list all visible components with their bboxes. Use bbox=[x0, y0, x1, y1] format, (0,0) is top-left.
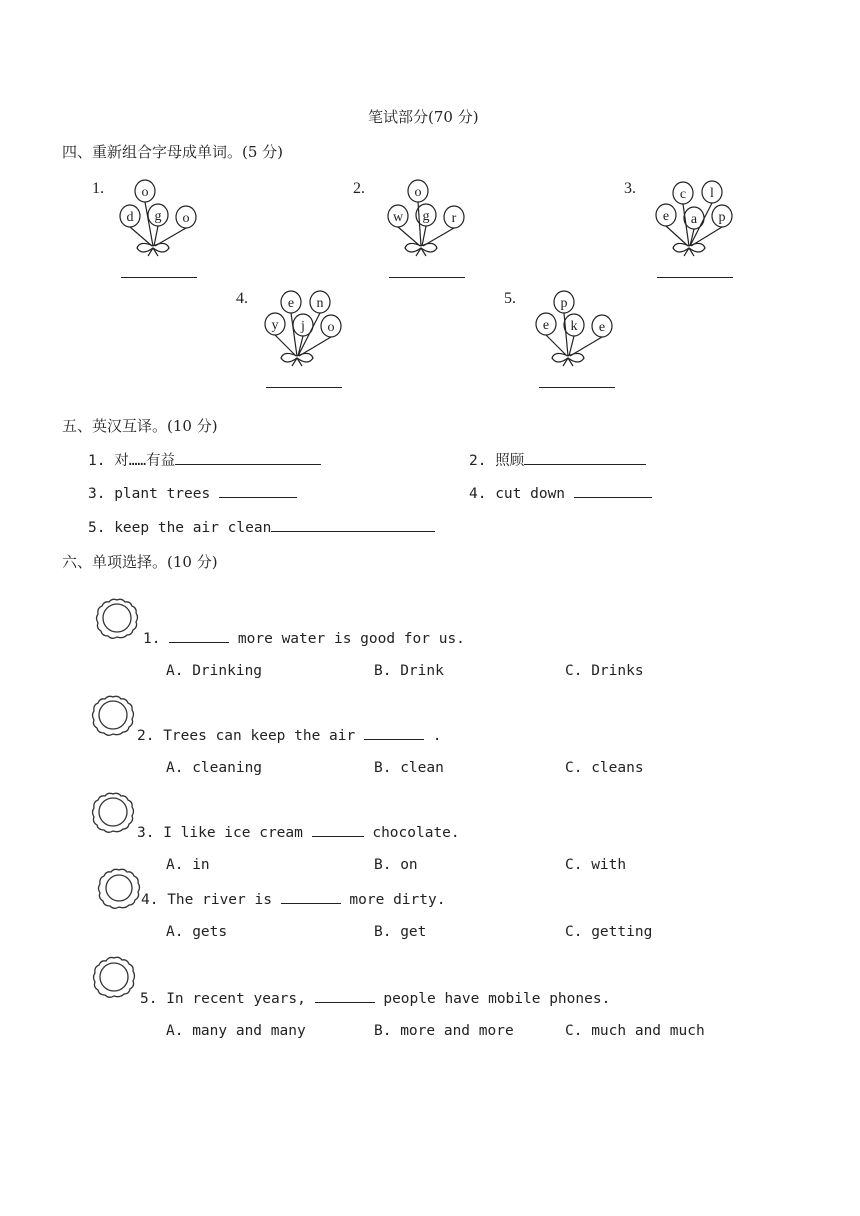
question-5 bbox=[140, 989, 610, 1007]
question-3 bbox=[137, 823, 460, 841]
question-post: more water is good for us. bbox=[229, 631, 465, 647]
answer-blank[interactable] bbox=[364, 726, 424, 740]
answer-blank[interactable] bbox=[281, 890, 341, 904]
item-number: 5. bbox=[504, 290, 516, 307]
answer-line[interactable] bbox=[266, 387, 342, 388]
flower-icon bbox=[97, 867, 141, 911]
balloon-bunch-4 bbox=[256, 288, 346, 368]
question-2 bbox=[137, 726, 441, 744]
letter: c bbox=[679, 187, 687, 202]
option-a[interactable]: A. cleaning bbox=[166, 760, 263, 776]
answer-blank[interactable] bbox=[271, 517, 435, 532]
option-b[interactable]: B. clean bbox=[374, 760, 444, 776]
page-title: 笔试部分(70 分) bbox=[368, 108, 479, 126]
letter: g bbox=[422, 209, 430, 224]
balloon-bunch-1 bbox=[112, 178, 202, 258]
answer-blank[interactable] bbox=[574, 483, 652, 498]
translation-item-5 bbox=[88, 517, 435, 536]
question-post: . bbox=[423, 728, 442, 744]
item-number: 4. bbox=[236, 290, 248, 307]
balloon-bunch-2 bbox=[380, 178, 470, 258]
flower-icon bbox=[94, 597, 140, 643]
answer-blank[interactable] bbox=[169, 629, 229, 643]
letter: p bbox=[560, 296, 568, 311]
option-b[interactable]: B. on bbox=[374, 857, 418, 873]
letter: l bbox=[710, 186, 714, 201]
option-a[interactable]: A. Drinking bbox=[166, 663, 263, 679]
question-post: more dirty. bbox=[340, 892, 446, 908]
answer-line[interactable] bbox=[657, 277, 733, 278]
letter: e bbox=[662, 209, 670, 224]
option-c[interactable]: C. cleans bbox=[565, 760, 644, 776]
letter: y bbox=[271, 318, 279, 333]
letter: o bbox=[414, 185, 422, 200]
option-b[interactable]: B. get bbox=[374, 924, 427, 940]
letter: n bbox=[316, 296, 324, 311]
letter: g bbox=[154, 209, 162, 224]
item-number: 3. bbox=[624, 180, 636, 197]
item-text: 3. plant trees bbox=[88, 486, 211, 502]
question-pre: 2. Trees can keep the air bbox=[137, 728, 364, 744]
answer-line[interactable] bbox=[121, 277, 197, 278]
letter: p bbox=[718, 210, 726, 225]
answer-blank[interactable] bbox=[312, 823, 364, 837]
flower-icon bbox=[90, 694, 136, 740]
answer-blank[interactable] bbox=[315, 989, 375, 1003]
option-a[interactable]: A. many and many bbox=[166, 1023, 306, 1039]
item-text: 5. keep the air clean bbox=[88, 520, 272, 536]
letter: j bbox=[301, 319, 305, 334]
flower-icon bbox=[90, 955, 138, 1003]
letter: k bbox=[570, 319, 578, 334]
question-4 bbox=[141, 890, 445, 908]
option-c[interactable]: C. much and much bbox=[565, 1023, 705, 1039]
option-b[interactable]: B. more and more bbox=[374, 1023, 514, 1039]
item-text: 4. cut down bbox=[469, 486, 566, 502]
option-a[interactable]: A. gets bbox=[166, 924, 228, 940]
translation-item-3 bbox=[88, 483, 297, 502]
section-4-heading: 四、重新组合字母成单词。(5 分) bbox=[62, 143, 284, 161]
question-pre: 5. In recent years, bbox=[140, 991, 315, 1007]
item-text: 2. 照顾 bbox=[469, 453, 525, 469]
balloon-bunch-5 bbox=[527, 288, 617, 368]
letter: r bbox=[451, 211, 457, 226]
letter: e bbox=[542, 318, 550, 333]
translation-item-4 bbox=[469, 483, 652, 502]
answer-blank[interactable] bbox=[175, 450, 321, 465]
section-6-heading: 六、单项选择。(10 分) bbox=[62, 553, 218, 571]
question-pre: 1. bbox=[143, 631, 170, 647]
letter: d bbox=[126, 210, 134, 225]
letter: o bbox=[327, 320, 335, 335]
balloon-bunch-3 bbox=[648, 178, 738, 258]
letter: e bbox=[287, 296, 295, 311]
question-pre: 3. I like ice cream bbox=[137, 825, 312, 841]
option-c[interactable]: C. getting bbox=[565, 924, 653, 940]
question-1 bbox=[143, 629, 465, 647]
answer-line[interactable] bbox=[389, 277, 465, 278]
question-pre: 4. The river is bbox=[141, 892, 281, 908]
letter: o bbox=[141, 185, 149, 200]
question-post: chocolate. bbox=[363, 825, 460, 841]
translation-item-2 bbox=[469, 449, 646, 470]
option-a[interactable]: A. in bbox=[166, 857, 210, 873]
letter: a bbox=[690, 212, 698, 227]
letter: w bbox=[392, 210, 404, 225]
answer-line[interactable] bbox=[539, 387, 615, 388]
letter: o bbox=[182, 211, 190, 226]
item-number: 2. bbox=[353, 180, 365, 197]
answer-blank[interactable] bbox=[219, 483, 297, 498]
question-post: people have mobile phones. bbox=[374, 991, 611, 1007]
translation-item-1 bbox=[88, 449, 321, 470]
item-number: 1. bbox=[92, 180, 104, 197]
item-text: 1. 对……有益 bbox=[88, 453, 176, 469]
option-c[interactable]: C. with bbox=[565, 857, 627, 873]
section-5-heading: 五、英汉互译。(10 分) bbox=[62, 417, 218, 435]
option-b[interactable]: B. Drink bbox=[374, 663, 444, 679]
flower-icon bbox=[90, 791, 136, 837]
answer-blank[interactable] bbox=[524, 450, 646, 465]
letter: e bbox=[598, 320, 606, 335]
option-c[interactable]: C. Drinks bbox=[565, 663, 644, 679]
